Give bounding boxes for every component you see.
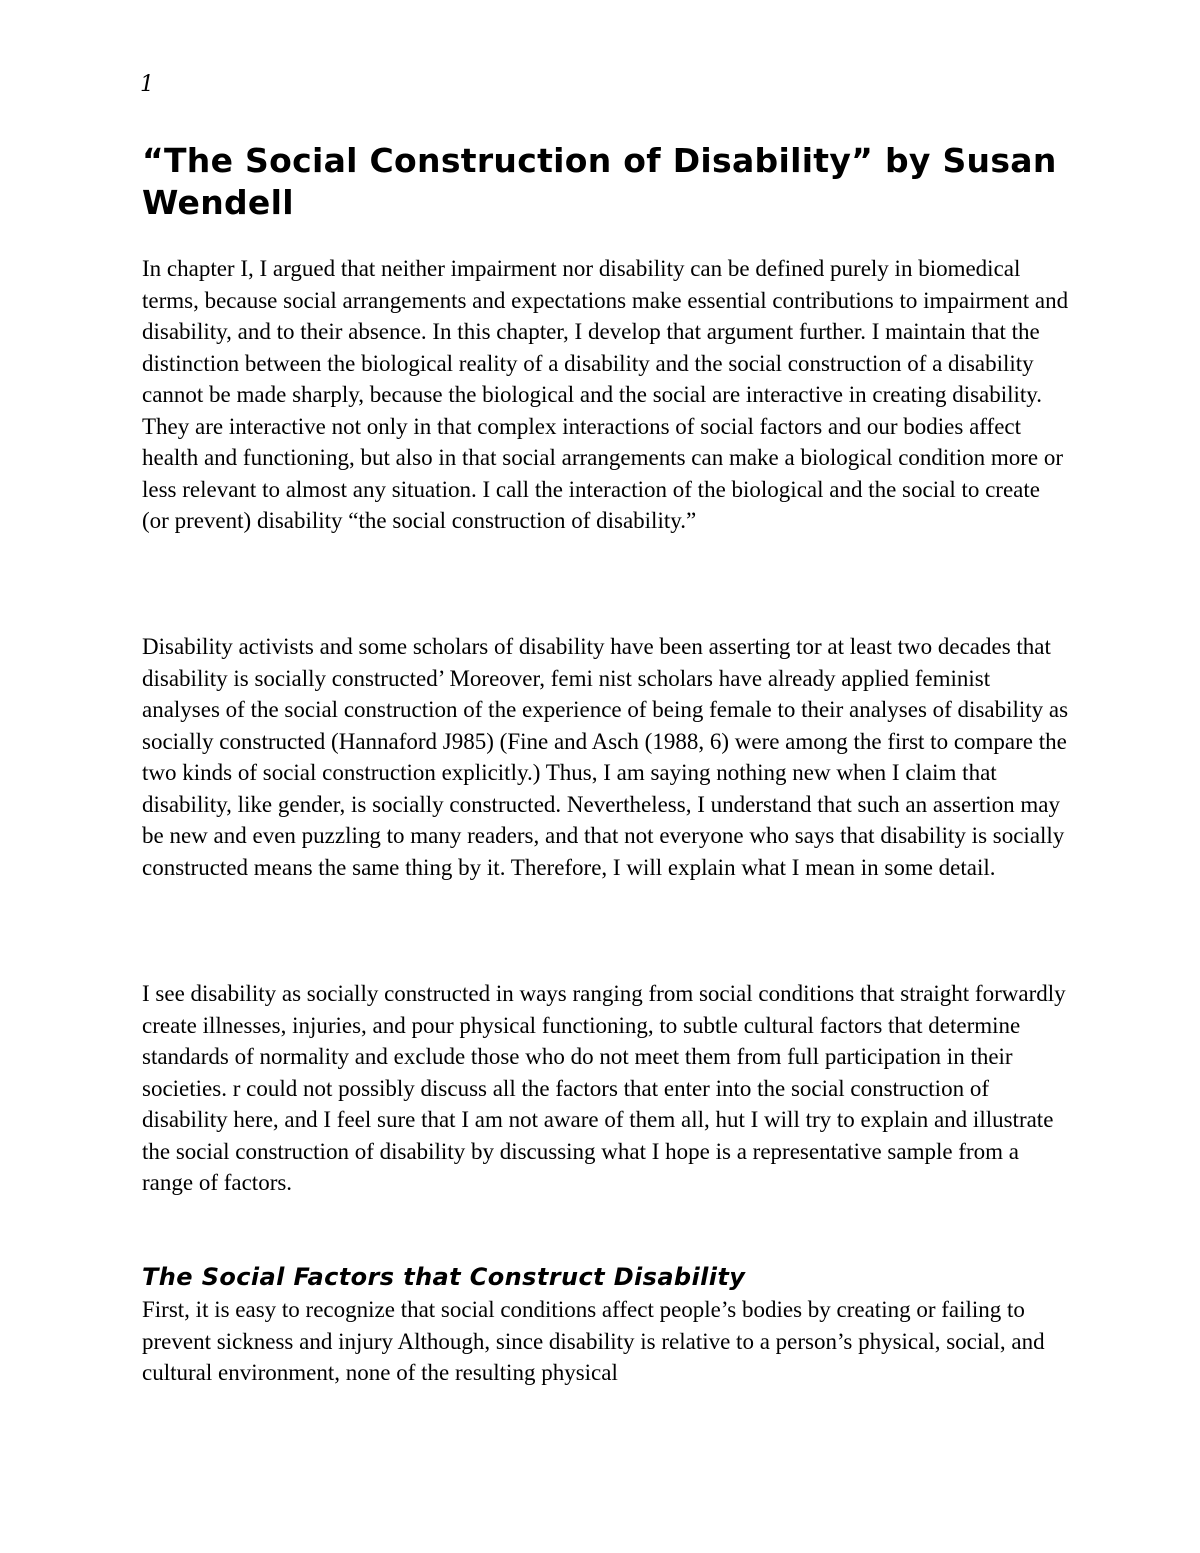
page-number: 1: [140, 72, 154, 97]
paragraph-3: I see disability as socially constructed in ways ranging from social conditions that straight forwardly create illnesses, injuries, and pour physical functioning, to subtle cultural factors that determine standards of normality and exclude those who do not meet them from full participation in their societies. r could not possibly discuss all the factors that enter into the social construction of disability here, and I feel sure that I am not aware of them all, hut I will try to explain and illustrate the social construction of disability by discussing what I hope is a representative sample from a range of factors.: [142, 981, 1066, 1195]
document-title: “The Social Construction of Disability” by Susan Wendell: [142, 141, 1057, 222]
paragraph-1: In chapter I, I argued that neither impairment nor disability can be defined purely in biomedical terms, because social arrangements and expectations make essential contributions to impairment and disability, and to their absence. In this chapter, I develop that argument further. I maintain that the distinction between the biological reality of a disability and the social construction of a disability cannot be made sharply, because the biological and the social are interactive in creating disability. They are interactive not only in that complex interactions of social factors and our bodies affect health and functioning, but also in that social arrangements can make a biological condition more or less relevant to almost any situation. I call the interaction of the biological and the social to create (or prevent) disability “the social construction of disability.”: [142, 256, 1069, 533]
section-paragraph: First, it is easy to recognize that social conditions affect people’s bodies by creating or failing to prevent sickness and injury Although, since disability is relative to a person’s physical, social, and cultural environment, none of the resulting physical: [142, 1297, 1045, 1385]
paragraph-2: Disability activists and some scholars of disability have been asserting tor at least two decades that disability is socially constructed’ Moreover, femi nist scholars have already applied feminist analyses of the social construction of the experience of being female to their analyses of disability as socially constructed (Hannaford J985) (Fine and Asch (1988, 6) were among the first to compare the two kinds of social construction explicitly.) Thus, I am saying nothing new when I claim that disability, like gender, is socially constructed. Nevertheless, I understand that such an assertion may be new and even puzzling to many readers, and that not everyone who says that disability is socially constructed means the same thing by it. Therefore, I will explain what I mean in some detail.: [142, 634, 1069, 880]
section-heading: The Social Factors that Construct Disability: [142, 1263, 746, 1291]
